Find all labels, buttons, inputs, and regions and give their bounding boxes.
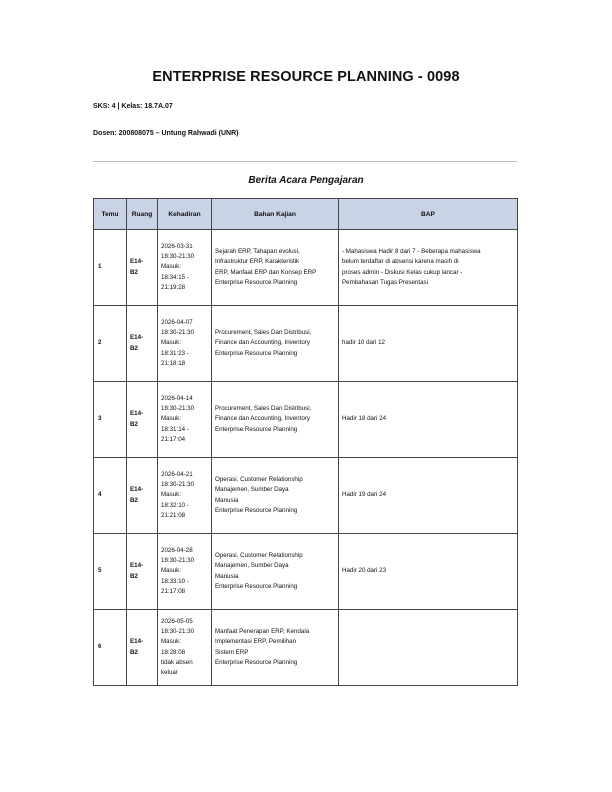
course-info: SKS: 4 | Kelas: 18.7A.07: [93, 103, 173, 110]
column-header-bahan-kajian: Bahan Kajian: [212, 199, 339, 230]
cell-temu: 4: [94, 458, 127, 534]
cell-bahan-kajian: Sejarah ERP, Tahapan evolusi, Infrastruktur ERP, Karakteristik ERP, Manfaat ERP dan Konsep ERP Enterprise Resource Planning: [212, 230, 339, 306]
cell-kehadiran: 2026-04-14 18:30-21:30 Masuk: 18:31:14 - 21:17:04: [158, 382, 212, 458]
cell-bap: [339, 610, 518, 686]
cell-ruang: E14- B2: [127, 306, 158, 382]
table-row: [94, 458, 518, 534]
cell-ruang: E14- B2: [127, 458, 158, 534]
cell-kehadiran: 2026-03-31 18:30-21:30 Masuk: 18:34:15 - 21:19:28: [158, 230, 212, 306]
table-row: [94, 610, 518, 686]
cell-temu: 6: [94, 610, 127, 686]
lecturer-info: Dosen: 200808075 – Untung Rahwadi (UNR): [93, 130, 239, 137]
cell-bahan-kajian: Operasi, Customer Relationship Manajemen, Sumber Daya Manusia Enterprise Resource Planning: [212, 458, 339, 534]
cell-temu: 5: [94, 534, 127, 610]
cell-bahan-kajian: Operasi, Customer Relationship Manajemen, Sumber Daya Manusia Enterprise Resource Planning: [212, 534, 339, 610]
table-row: [94, 534, 518, 610]
column-header-bap: BAP: [339, 199, 518, 230]
table-header-row: [94, 199, 518, 230]
cell-ruang: E14- B2: [127, 534, 158, 610]
teaching-report-table: [93, 198, 518, 686]
cell-temu: 2: [94, 306, 127, 382]
cell-ruang: E14- B2: [127, 382, 158, 458]
column-header-temu: Temu: [94, 199, 127, 230]
cell-bap: Hadir 18 dari 24: [339, 382, 518, 458]
cell-bahan-kajian: Procurement, Sales Dan Distribusi, Finance dan Accounting, Inventory Enterprise Resource Planning: [212, 306, 339, 382]
column-header-ruang: Ruang: [127, 199, 158, 230]
document-title: ENTERPRISE RESOURCE PLANNING - 0098: [152, 69, 460, 85]
cell-bap: hadir 10 dari 12: [339, 306, 518, 382]
section-title: Berita Acara Pengajaran: [248, 175, 364, 186]
cell-ruang: E14- B2: [127, 610, 158, 686]
cell-bahan-kajian: Manfaat Penerapan ERP, Kendala Implementasi ERP, Pemilihan Sistem ERP Enterprise Resource Planning: [212, 610, 339, 686]
cell-kehadiran: 2026-04-28 18:30-21:30 Masuk: 18:33:10 - 21:17:08: [158, 534, 212, 610]
table-row: [94, 382, 518, 458]
cell-kehadiran: 2026-04-21 18:30-21:30 Masuk: 18:32:10 - 21:21:08: [158, 458, 212, 534]
cell-temu: 1: [94, 230, 127, 306]
divider: [93, 161, 517, 162]
table-row: [94, 306, 518, 382]
cell-bap: - Mahasiswa Hadir 8 dari 7 - Beberapa mahasiswa belum terdaftar di absensi karena masih di proses admin - Diskusi Kelas cukup lancar - Pembahasan Tugas Presentasi: [339, 230, 518, 306]
cell-bahan-kajian: Procurement, Sales Dan Distribusi, Finance dan Accounting, Inventory Enterprise Resource Planning: [212, 382, 339, 458]
table-row: [94, 230, 518, 306]
column-header-kehadiran: Kehadiran: [158, 199, 212, 230]
cell-kehadiran: 2026-04-07 18:30-21:30 Masuk: 18:31:23 - 21:18:18: [158, 306, 212, 382]
cell-bap: Hadir 20 dari 23: [339, 534, 518, 610]
cell-ruang: E14- B2: [127, 230, 158, 306]
cell-bap: Hadir 19 dari 24: [339, 458, 518, 534]
cell-temu: 3: [94, 382, 127, 458]
cell-kehadiran: 2026-05-05 18:30-21:30 Masuk: 18:28:08 tidak absen keluar: [158, 610, 212, 686]
